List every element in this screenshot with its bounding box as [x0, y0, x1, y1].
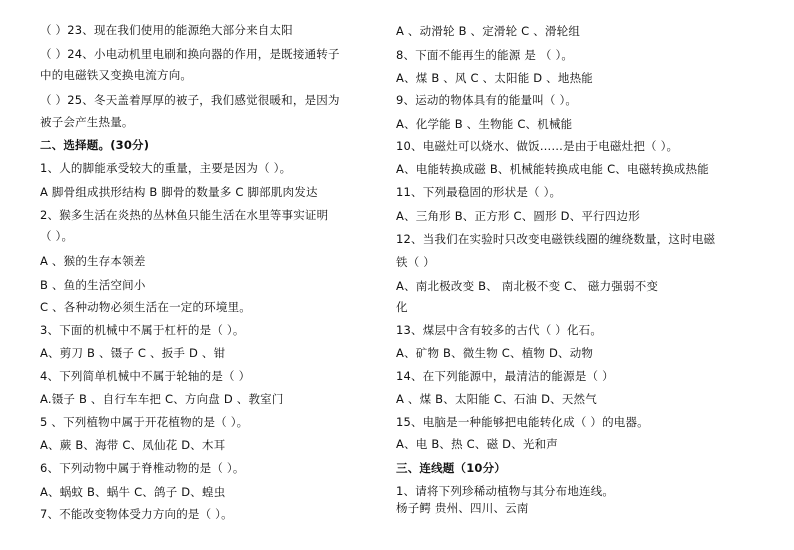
text-line: A.镊子 B 、自行车车把 C、方向盘 D 、教室门 — [40, 392, 284, 406]
section-heading: 二、选择题。(30分) — [40, 138, 150, 152]
text-line: 中的电磁铁又变换电流方向。 — [40, 68, 193, 82]
text-line: A、电能转换成磁 B、机械能转换成电能 C、电磁转换成热能 — [396, 162, 709, 176]
text-line: 1、人的脚能承受较大的重量，主要是因为（ ）。 — [40, 161, 292, 175]
section-heading: 三、连线题（10分） — [396, 461, 507, 475]
text-line: 4、下列简单机械中不属于轮轴的是（ ） — [40, 369, 251, 383]
text-line: 13、煤层中含有较多的古代（ ）化石。 — [396, 323, 603, 337]
text-line: A 、煤 B、太阳能 C、石油 D、天然气 — [396, 392, 597, 406]
text-line: （ ）。 — [40, 229, 74, 243]
text-line: A 、猴的生存本领差 — [40, 254, 146, 268]
text-line: A、三角形 B、正方形 C、圆形 D、平行四边形 — [396, 209, 640, 223]
text-line: 7、不能改变物体受力方向的是（ ）。 — [40, 507, 233, 521]
text-line: A、剪刀 B 、镊子 C 、扳手 D 、钳 — [40, 346, 226, 360]
text-line: A 脚骨组成拱形结构 B 脚骨的数量多 C 脚部肌肉发达 — [40, 185, 318, 199]
text-line: 9、运动的物体具有的能量叫（ ）。 — [396, 93, 578, 107]
text-line: 铁（ ） — [396, 255, 435, 269]
text-line: 6、下列动物中属于脊椎动物的是（ ）。 — [40, 461, 245, 475]
text-line: 11、下列最稳固的形状是（ ）。 — [396, 185, 562, 199]
text-line: 1、请将下列珍稀动植物与其分布地连线。 — [396, 484, 615, 498]
text-line: 10、电磁灶可以烧水、做饭……是由于电磁灶把（ ）。 — [396, 139, 679, 153]
text-line: B 、鱼的生活空间小 — [40, 278, 146, 292]
text-line: （ ）25、冬天盖着厚厚的被子，我们感觉很暖和，是因为 — [40, 93, 340, 107]
text-line: 杨子鳄 贵州、四川、云南 — [396, 501, 529, 515]
text-line: 2、猴多生活在炎热的丛林鱼只能生活在水里等事实证明 — [40, 208, 329, 222]
text-line: A、化学能 B 、生物能 C、机械能 — [396, 117, 573, 131]
text-line: 14、在下列能源中，最清洁的能源是（ ） — [396, 369, 614, 383]
text-line: A、煤 B 、风 C 、太阳能 D 、地热能 — [396, 71, 593, 85]
text-line: A 、动滑轮 B 、定滑轮 C 、滑轮组 — [396, 24, 581, 38]
text-line: 8、下面不能再生的能源 是 （ ）。 — [396, 48, 574, 62]
text-line: A、矿物 B、微生物 C、植物 D、动物 — [396, 346, 594, 360]
text-line: 12、当我们在实验时只改变电磁铁线圈的缠绕数量，这时电磁 — [396, 232, 716, 246]
text-line: （ ）23、现在我们使用的能源绝大部分来自太阳 — [40, 23, 293, 37]
text-line: C 、各种动物必须生活在一定的环境里。 — [40, 300, 251, 314]
text-line: 3、下面的机械中不属于杠杆的是（ ）。 — [40, 323, 245, 337]
text-line: （ ）24、小电动机里电刷和换向器的作用，是既接通转子 — [40, 47, 340, 61]
text-line: 5 、下列植物中属于开花植物的是（ ）。 — [40, 415, 249, 429]
text-line: A、南北极改变 B、 南北极不变 C、 磁力强弱不变 — [396, 279, 659, 293]
text-line: 15、电脑是一种能够把电能转化成（ ）的电器。 — [396, 415, 649, 429]
text-line: A、蜗蚊 B、蜗牛 C、鸽子 D、蝗虫 — [40, 485, 226, 499]
text-line: A、蕨 B、海带 C、凤仙花 D、木耳 — [40, 438, 226, 452]
text-line: 化 — [396, 300, 408, 314]
text-line: 被子会产生热量。 — [40, 115, 134, 129]
text-line: A、电 B、热 C、磁 D、光和声 — [396, 437, 559, 451]
